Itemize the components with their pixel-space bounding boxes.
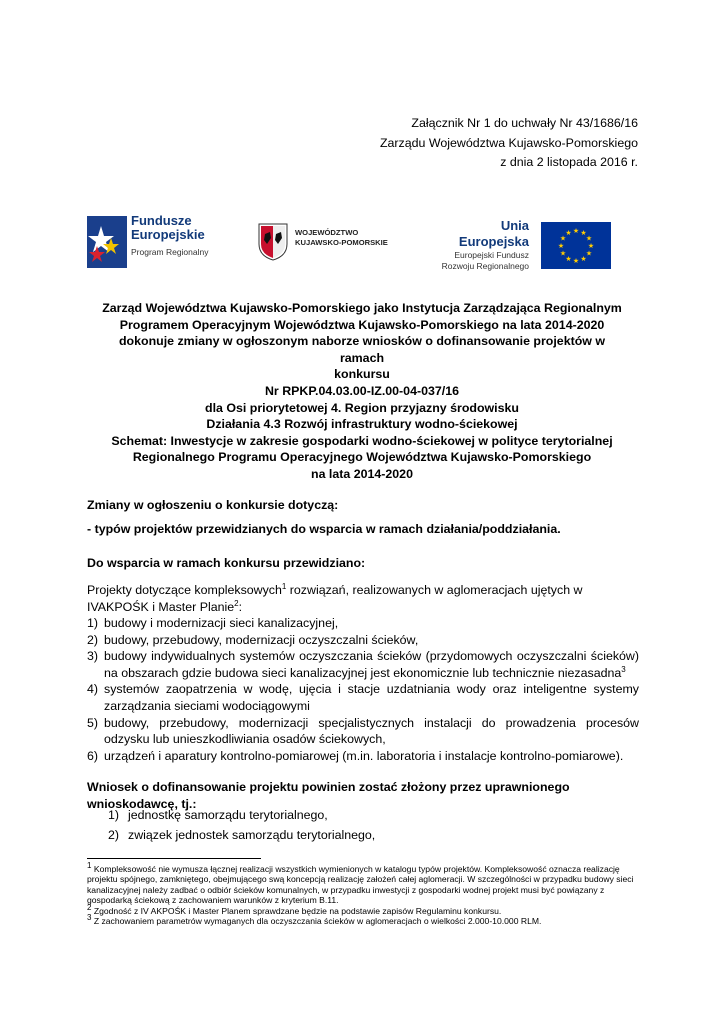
list-item-text: urządzeń i aparatury kontrolno-pomiarowej (m.in. laboratoria i instalacje kontrolno-pomiarowe). — [104, 748, 624, 763]
title-line: Zarząd Województwa Kujawsko-Pomorskiego jako Instytucja Zarządzająca Regionalnym — [102, 301, 622, 315]
footnote-number: 3 — [87, 913, 92, 923]
applicant-heading: Wniosek o dofinansowanie projektu powinien zostać złożony przez uprawnionego wnioskodawcę, tj.: — [87, 780, 570, 811]
annex-line-3: z dnia 2 listopada 2016 r. — [500, 155, 638, 169]
intro-part-1: Projekty dotyczące kompleksowych — [87, 583, 282, 597]
fe-subtitle: Program Regionalny — [131, 247, 209, 257]
flag-star-icon: ★ — [580, 229, 587, 237]
footnote-separator — [87, 858, 261, 859]
flag-star-icon: ★ — [580, 255, 587, 263]
list-item-number: 1) — [108, 808, 120, 822]
fe-star-icon — [87, 216, 127, 268]
support-heading: Do wsparcia w ramach konkursu przewidziano: — [87, 556, 366, 570]
intro-part-2: rozwiązań, realizowanych w aglomeracjach ujętych w IVAKPOŚK i Master Planie — [87, 583, 583, 614]
footnote-number: 2 — [87, 902, 92, 912]
flag-star-icon: ★ — [559, 250, 567, 258]
list-item — [87, 615, 639, 632]
kp-logo-text — [295, 228, 388, 248]
footnotes — [87, 861, 642, 927]
title-line: Regionalnego Programu Operacyjnego Województwa Kujawsko-Pomorskiego — [132, 450, 592, 465]
flag-star-icon: ★ — [557, 242, 565, 250]
footnote — [87, 913, 642, 927]
logo-bar — [87, 206, 611, 274]
list-item-text: budowy, przebudowy, modernizacji specjalistycznych instalacji do prowadzenia procesów odzysku lub unieszkodliwiania osadów ściekowych, — [104, 715, 639, 747]
changes-heading: Zmiany w ogłoszeniu o konkursie dotyczą: — [87, 498, 339, 512]
footnote-text: Kompleksowość nie wymusza łącznej realizacji wszystkich wymienionych w katalogu typów projektów. Kompleksowość oznacza realizację projektu spójnego, zamkniętego, obejmującego swą koncepcją realizację założeń całej aglomeracji. W szczególności w przypadku budowy sieci kanalizacyjnej należy zadbać o odbiór ścieków komunalnych, w przypadku inwestycji z gospodarki wodnej projekt musi być powiązany z gospodarką ściekową z zachowaniem warunków z kryterium B.11. — [87, 864, 634, 906]
list-item-number: 6) — [87, 748, 99, 763]
unia-europejska-logo — [429, 214, 611, 270]
kujawsko-pomorskie-logo — [257, 216, 407, 268]
list-item-number: 3) — [87, 649, 99, 664]
list-item — [87, 748, 639, 765]
annex-line-2: Zarządu Województwa Kujawsko-Pomorskiego — [379, 135, 638, 150]
flag-star-icon: ★ — [565, 229, 572, 237]
kp-line-2: KUJAWSKO-POMORSKIE — [295, 238, 388, 247]
changes-item: - typów projektów przewidzianych do wsparcia w ramach działania/poddziałania. — [87, 522, 561, 536]
eu-flag-icon — [541, 222, 611, 269]
fe-title-2: Europejskie — [131, 227, 205, 242]
flag-star-icon: ★ — [585, 250, 593, 258]
intro-paragraph — [87, 582, 639, 615]
list-item-text: budowy, przebudowy, modernizacji oczyszczalni ścieków, — [104, 632, 419, 647]
footnote-ref-1[interactable]: 1 — [281, 581, 287, 591]
list-item-number: 2) — [108, 828, 120, 842]
intro-part-3: : — [238, 599, 243, 614]
title-line: Schemat: Inwestycje w zakresie gospodarki wodno-ściekowej w polityce terytorialnej — [111, 433, 613, 448]
list-item-number: 4) — [87, 682, 99, 697]
list-item — [87, 648, 639, 681]
list-item-text: budowy indywidualnych systemów oczyszczania ścieków (przydomowych oczyszczalni ścieków) na obszarach gdzie budowa sieci kanalizacyjnej jest ekonomicznie lub technicznie niezasadna — [104, 649, 639, 680]
list-item — [87, 632, 639, 649]
footnote-ref-2[interactable]: 2 — [234, 598, 239, 608]
title-line: Nr RPKP.04.03.00-IZ.00-04-037/16 — [264, 383, 459, 398]
flag-star-icon: ★ — [572, 227, 580, 235]
footnote — [87, 861, 642, 906]
title-line: Działania 4.3 Rozwój infrastruktury wodno-ściekowej — [206, 417, 518, 432]
footnote-ref[interactable]: 3 — [621, 664, 626, 674]
footnote-text: Zgodność z IV AKPOŚK i Master Planem sprawdzane będzie na podstawie zapisów Regulaminu konkursu. — [91, 905, 502, 916]
ue-subtitle-1: Europejski Fundusz — [454, 250, 529, 260]
list-item-text: systemów zaopatrzenia w wodę, ujęcia i stacje uzdatniania wody oraz inteligentne systemy zarządzania sieciami wodociągowymi — [104, 682, 639, 713]
footnote-number: 1 — [87, 861, 92, 871]
title-line: na lata 2014-2020 — [311, 466, 413, 481]
title-line: dla Osi priorytetowej 4. Region przyjazny środowisku — [205, 400, 519, 415]
list-item-number: 1) — [87, 616, 99, 630]
flag-star-icon: ★ — [572, 257, 580, 265]
flag-star-icon: ★ — [585, 235, 593, 243]
ue-title: Unia Europejska — [458, 218, 529, 249]
flag-star-icon: ★ — [559, 235, 567, 243]
list-item-text: jednostkę samorządu terytorialnego, — [128, 808, 328, 822]
ue-subtitle-2: Rozwoju Regionalnego — [441, 261, 529, 271]
fundusze-europejskie-logo — [87, 214, 227, 270]
list-item-number: 2) — [87, 632, 99, 647]
title-line: Programem Operacyjnym Województwa Kujawsko-Pomorskiego na lata 2014-2020 — [119, 317, 605, 332]
title-line: konkursu — [334, 367, 390, 382]
footnote — [87, 902, 642, 916]
title-line: dokonuje zmiany w ogłoszonym naborze wniosków o dofinansowanie projektów w ramach — [118, 334, 606, 365]
fe-logo-text — [131, 214, 208, 259]
coat-of-arms-icon — [257, 222, 289, 262]
list-item-text: związek jednostek samorządu terytorialnego, — [128, 828, 376, 842]
fe-title-1: Fundusze — [131, 213, 192, 228]
annex-line-1: Załącznik Nr 1 do uchwały Nr 43/1686/16 — [411, 116, 638, 130]
flag-star-icon: ★ — [565, 255, 572, 263]
announcement-title — [96, 300, 628, 483]
list-item-text: budowy i modernizacji sieci kanalizacyjnej, — [104, 616, 339, 630]
list-item — [108, 805, 628, 825]
project-types-list — [87, 615, 639, 764]
kp-line-1: WOJEWÓDZTWO — [295, 228, 359, 237]
applicants-list — [108, 805, 628, 845]
ue-logo-text — [429, 218, 529, 272]
list-item — [87, 715, 639, 748]
list-item — [87, 681, 639, 714]
list-item-number: 5) — [87, 715, 99, 730]
list-item — [108, 825, 628, 845]
footnote-text: Z zachowaniem parametrów wymaganych dla oczyszczania ścieków w aglomeracjach o wielkości 2.000-10.000 RLM. — [91, 916, 542, 927]
annex-note — [380, 114, 638, 173]
flag-star-icon: ★ — [587, 242, 595, 250]
